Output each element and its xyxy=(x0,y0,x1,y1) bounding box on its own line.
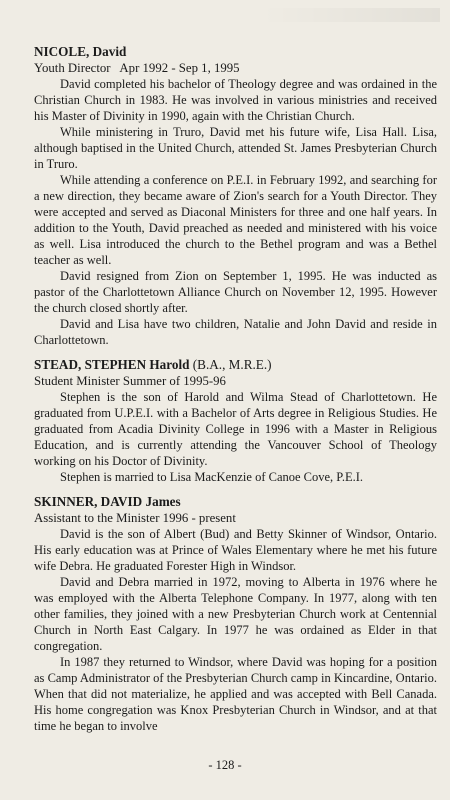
entry-role: Youth Director Apr 1992 - Sep 1, 1995 xyxy=(34,61,240,75)
entry-paragraph: David is the son of Albert (Bud) and Betty Skinner of Windsor, Ontario. His early education was at Prince of Wales Elementary where he met his future wife Debra. He graduated Forester High in Windsor. xyxy=(34,527,437,573)
entry-heading xyxy=(34,44,437,60)
page-number: - 128 - xyxy=(208,758,242,772)
entry-paragraph: Stephen is married to Lisa MacKenzie of Canoe Cove, P.E.I. xyxy=(60,470,364,484)
entry-role: Assistant to the Minister 1996 - present xyxy=(34,511,236,525)
entry-paragraph: David resigned from Zion on September 1, 1995. He was inducted as pastor of the Charlottetown Alliance Church on November 12, 1995. However the church closed shortly after. xyxy=(34,269,437,315)
entry-paragraph: David and Lisa have two children, Natalie and John David and reside in Charlottetown. xyxy=(34,317,437,347)
entry-paragraph: While ministering in Truro, David met his future wife, Lisa Hall. Lisa, although baptised in the United Church, attended St. James Presbyterian Church in Truro. xyxy=(34,125,437,171)
entry-name: NICOLE, David xyxy=(34,44,127,59)
entry-heading xyxy=(34,494,437,510)
entry-heading xyxy=(34,357,437,373)
entry-paragraph: Stephen is the son of Harold and Wilma Stead of Charlottetown. He graduated from U.P.E.I. with a Bachelor of Arts degree in Religious Studies. He graduated from Acadia Divinity College in 1996 with a Master in Religious Education, and is currently attending the Vancouver School of Theology working on his Doctor of Divinity. xyxy=(34,390,437,468)
entries-list xyxy=(34,44,437,734)
biography-entry xyxy=(34,44,437,348)
entry-name: STEAD, STEPHEN Harold xyxy=(34,357,190,372)
entry-paragraph: While attending a conference on P.E.I. in February 1992, and searching for a new direction, they became aware of Zion's search for a Youth Director. They were accepted and served as Diaconal Ministers for three and one half years. In addition to the Youth, David preached as needed and ministered with his voice as well. Lisa introduced the church to the Bethel program and was a Bethel teacher as well. xyxy=(34,173,437,267)
entry-name-suffix: (B.A., M.R.E.) xyxy=(189,357,272,372)
entry-paragraph: David completed his bachelor of Theology degree and was ordained in the Christian Church in 1983. He was involved in various ministries and received his Master of Divinity in 1990, again with the Christian Church. xyxy=(34,77,437,123)
biography-entry xyxy=(34,494,437,734)
entry-name: SKINNER, DAVID James xyxy=(34,494,181,509)
entry-role: Student Minister Summer of 1995-96 xyxy=(34,374,226,388)
bleed-through-text xyxy=(260,8,440,22)
entry-paragraph: In 1987 they returned to Windsor, where David was hoping for a position as Camp Administrator of the Presbyterian Church camp in Kincardine, Ontario. When that did not materialize, he applied and was accepted with Bell Canada. His home congregation was Knox Presbyterian Church in Windsor, and at that time he began to involve xyxy=(34,655,437,733)
biography-entry xyxy=(34,357,437,485)
entry-paragraph: David and Debra married in 1972, moving to Alberta in 1976 where he was employed with the Alberta Telephone Company. In 1977, along with ten other families, they joined with a new Presbyterian Church work at Centennial Church in North East Calgary. In 1977 he was ordained as Elder in that congregation. xyxy=(34,575,437,653)
